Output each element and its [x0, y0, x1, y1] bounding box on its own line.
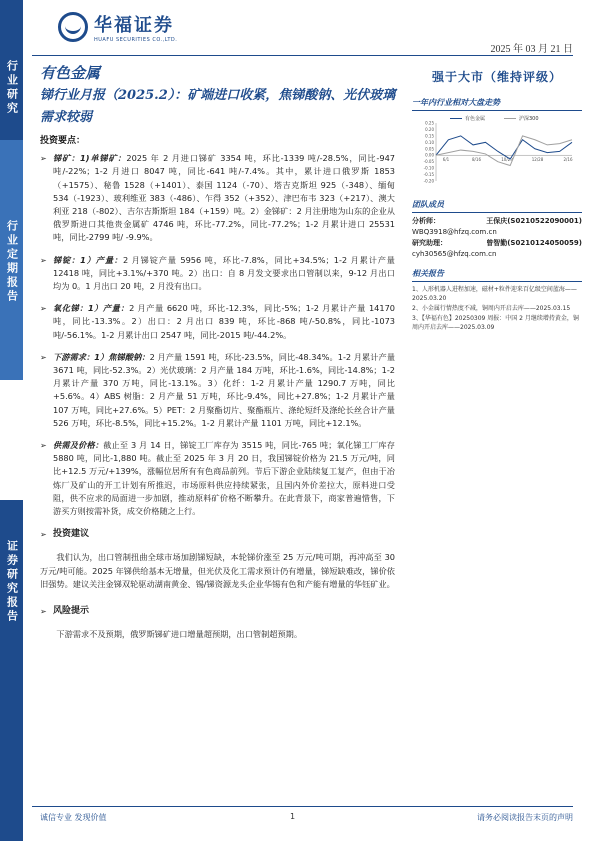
para-antimony-ore: ➢ 锑矿：1)单锑矿：2025 年 2 月进口锑矿 3354 吨，环比-1339 吨/-28.5%，同比-947 吨/-22%；1-2 月进口 8047 吨，同比-641 吨/-7.4%。其中，累计进口俄罗斯 1853（+1575）、秘鲁 1528（+1401）、泰国 1124（-70）、塔吉克斯坦 925（-348）、缅甸 534（-1923）、玻利维亚 383（-486）、乍得 352（+352）、津巴布韦 323（+217）、澳大利亚 218（-802）、吉尔吉斯斯坦 184（+159）吨。2）金锑矿：2 月注册地为山东的企业从俄罗斯进口其他贵金属矿 4746 吨，环比-77.2%，同比-77.2%；1-2 月累计进口 25531 吨，同比-2799 吨/ -9.9%。 [40, 153, 395, 243]
section-heading: 投资要点： [40, 136, 86, 146]
logo-icon [58, 12, 88, 42]
arrow-icon: ➢ [40, 255, 47, 265]
main-column [40, 135, 395, 642]
report-link[interactable]: 3、【华福有色】20250309 周报：中国 2 月继续增持黄金，铜周内开启去库——2025.03.09 [412, 315, 579, 331]
left-strip [0, 0, 23, 841]
y-tick-label: 0.00 [425, 152, 434, 158]
strip-securities: 证券研究报告 [0, 500, 23, 841]
reports-heading: 相关报告 [412, 268, 582, 282]
y-tick-label: -0.10 [423, 165, 434, 171]
risk-text: 下游需求不及预期，俄罗斯锑矿进口增量超预期，出口管制超预期。 [56, 629, 303, 640]
y-tick-label: -0.20 [423, 178, 434, 184]
header-divider [32, 55, 573, 56]
strip-periodic: 行业定期报告 [0, 140, 23, 380]
risk-heading: ➢ 风险提示 [40, 605, 395, 618]
arrow-icon: ➢ [40, 607, 47, 617]
relative-performance-chart [412, 113, 582, 191]
para-antimony-oxide: ➢ 氧化锑：1）产量：2 月产量 6620 吨，环比-12.3%，同比-5%；1-2 月累计产量 14170 吨，同比-13.3%。2）出口：2 月出口 839 吨，环比-868 吨/-50.8%，同比-1073 吨/-56.1%。1-2 月累计出口 2547 吨，同比-2015 吨/-44.2%。 [40, 303, 395, 340]
legend-swatch-2 [504, 118, 516, 120]
invest-heading: ➢ 投资建议 [40, 528, 395, 541]
arrow-icon: ➢ [40, 530, 47, 540]
y-tick-label: 0.10 [425, 139, 434, 145]
report-date: 2025 年 03 月 21 日 [490, 44, 573, 55]
rating: 强于大市（维持评级） [431, 70, 562, 84]
analyst-email[interactable]: cyh30565@hfzq.com.cn [412, 250, 497, 258]
analyst-list [412, 216, 582, 260]
legend-item-2: 沪深300 [504, 115, 539, 122]
para-antimony-ingot: ➢ 锑锭：1）产量：2 月锑锭产量 5956 吨，环比-7.8%，同比+34.5%；1-2 月累计产量 12418 吨，同比+3.1%/+370 吨。2）出口：自 8 月发文要求出口管制以来，9-12 月出口均为 0。1 月出口 20 吨，2 月没有出口。 [40, 254, 395, 292]
legend-item-1: 有色金属 [450, 115, 485, 122]
series-line-1 [436, 136, 572, 159]
para-supply-price: ➢ 供需及价格：截止至 3 月 14 日，锑锭工厂库存为 3515 吨，同比-765 吨；氧化锑工厂库存 5880 吨，同比-1,880 吨。截止至 2025 年 3 月 20 日，我国锑锭价格为 21.5 万元/吨，同比+12.5 万元/+139%，涨幅位居所有有色商品前列。节后下游企业陆续复工复产，但由于冶炼厂及矿山的开工计划有所推迟，市场原料供应持续紧张，且国内外价差拉大，原料进口受阻，供不应求的局面进一步加剧，推动原料矿价格不断攀升。在此背景下，商家普遍惜售，下游买方则按需补货，成交价格随之上行。 [40, 440, 395, 517]
reports-list [412, 285, 582, 332]
analyst-email[interactable]: WBQ3918@hfzq.com.cn [412, 228, 497, 236]
analyst-row: 研究助理： 曾智勤(S0210124050059) [412, 239, 582, 247]
sector-title: 有色金属 [40, 64, 101, 82]
para-downstream: ➢ 下游需求：1）焦锑酸钠：2 月产量 1591 吨，环比-23.5%，同比-48.34%。1-2 月累计产量 3671 吨，同比-52.3%。2）光伏玻璃：2 月产量 184 万吨，环比-1.6%，同比-14.8%；1-2 月累计产量 370 万吨，同比-13.1%。3）化纤：1-2 月累计产量 1290.7 万吨，同比+5.6%。4）ABS 树脂：2 月产量 51 万吨，环比-9.4%，同比+27.8%；1-2 月累计产量 107 万吨，同比+27.6%。5）PET：2 月聚酯切片、聚酯瓶片、涤纶短纤及涤纶长丝合计产量 526 万吨，环比-8.5%，同比+15.2%。1-2 月累计产量 1101 万吨，同比+12.1%。 [40, 351, 396, 428]
arrow-icon: ➢ [40, 154, 47, 164]
report-title: 锑行业月报（2025.2）：矿端进口收紧，焦锑酸钠、光伏玻璃需求较弱 [40, 88, 396, 125]
logo-cn: 华福证券 [94, 15, 174, 36]
x-tick-label: 2/16 [563, 157, 573, 163]
footer-divider [32, 806, 573, 807]
y-tick-label: 0.05 [425, 146, 434, 152]
footer-disclaimer: 请务必阅读报告末页的声明 [477, 813, 573, 822]
y-tick-label: 0.20 [425, 126, 434, 132]
footer-slogan: 诚信专业 发现价值 [40, 813, 107, 822]
y-tick-label: -0.05 [423, 159, 434, 165]
arrow-icon: ➢ [40, 441, 47, 451]
chart-heading: 一年内行业相对大盘走势 [412, 97, 582, 111]
y-tick-label: 0.15 [425, 133, 434, 139]
x-tick-label: 12/28 [531, 157, 544, 163]
report-link[interactable]: 1、人形机器人进程加速，磁材+粒件迎来百亿级空间蓝海——2025.03.20 [412, 286, 577, 302]
y-tick-label: -0.15 [423, 172, 434, 178]
strip-research: 行业研究 [0, 0, 23, 140]
report-link[interactable]: 2、小金属行情热度不减，铜周内开启去库——2025.03.15 [412, 305, 571, 312]
page-number: 1 [290, 812, 296, 821]
arrow-icon: ➢ [40, 304, 47, 314]
analyst-heading: 团队成员 [412, 199, 582, 213]
logo-en: HUAFU SECURITIES CO.,LTD. [94, 37, 178, 43]
x-tick-label: 10/23 [501, 157, 513, 163]
chart-svg [412, 113, 582, 191]
x-tick-label: 8/16 [472, 157, 481, 163]
invest-text: 我们认为，出口管制扭曲全球市场加剧锑短缺，本轮锑价涨至 25 万元/吨可期，再冲高至 30 万元/吨可能。2025 年锑供给基本无增量，但光伏及化工需求预计仍有增量，锑短缺难改，锑价依旧强势。建议关注金锑双轮驱动湖南黄金、锡/锑资源龙头企业华锡有色和产能有增量的华钰矿业。 [40, 552, 395, 589]
analyst-row: 分析师： 王保庆(S0210522090001) [412, 217, 582, 225]
y-tick-label: 0.25 [425, 120, 434, 126]
side-column [412, 62, 582, 333]
arrow-icon: ➢ [40, 352, 47, 362]
company-logo [58, 10, 213, 44]
legend-swatch-1 [450, 118, 462, 120]
x-tick-label: 6/1 [442, 157, 450, 163]
